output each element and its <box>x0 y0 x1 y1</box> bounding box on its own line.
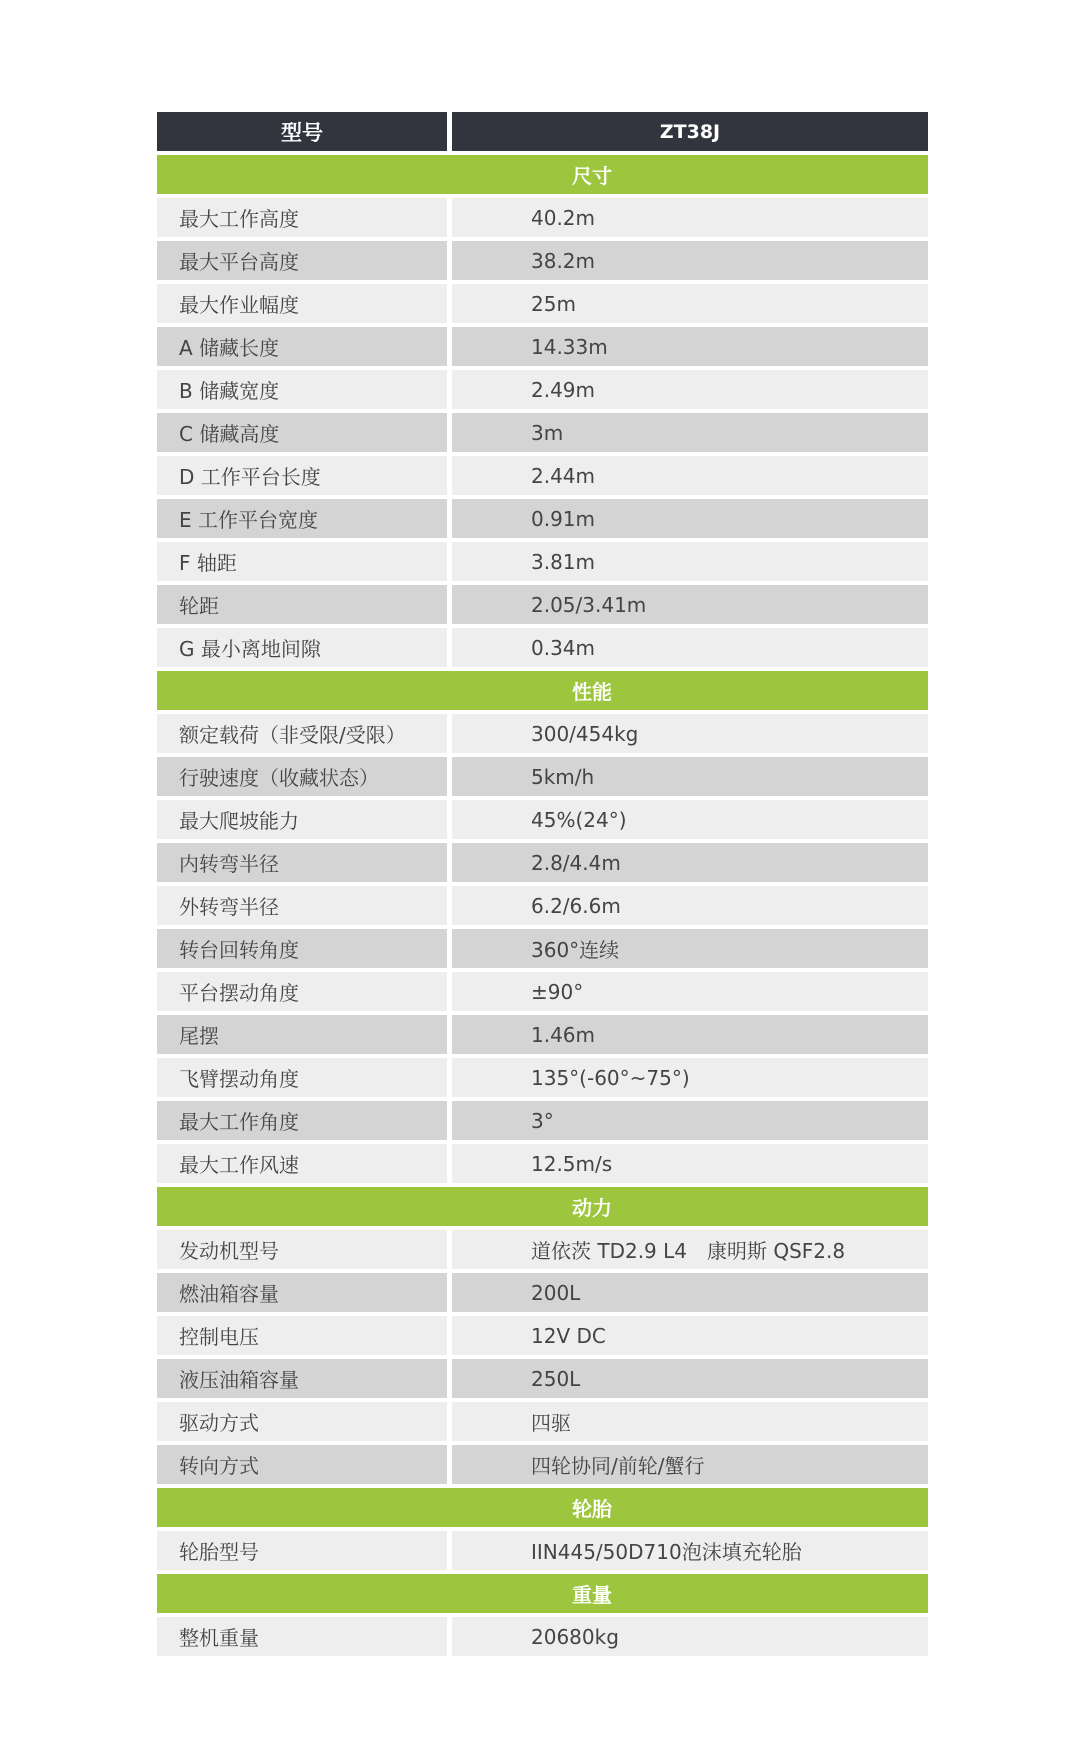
spec-label: 轮距 <box>157 585 447 624</box>
spec-value: 135°(-60°~75°) <box>452 1058 928 1097</box>
spec-value: 12.5m/s <box>452 1144 928 1183</box>
section-header-row <box>157 155 928 194</box>
spec-label: 驱动方式 <box>157 1402 447 1441</box>
spec-value: ±90° <box>452 972 928 1011</box>
table-row <box>157 456 928 495</box>
section-header-row <box>157 1574 928 1613</box>
table-row <box>157 585 928 624</box>
table-row <box>157 1058 928 1097</box>
table-row <box>157 628 928 667</box>
spec-table <box>157 112 928 1660</box>
spec-value: 12V DC <box>452 1316 928 1355</box>
spec-label: 轮胎型号 <box>157 1531 447 1570</box>
spec-value: 2.44m <box>452 456 928 495</box>
spec-value: 250L <box>452 1359 928 1398</box>
table-row <box>157 1230 928 1269</box>
spec-value: IIN445/50D710泡沫填充轮胎 <box>452 1531 928 1570</box>
spec-label: A 储藏长度 <box>157 327 447 366</box>
table-body <box>157 155 928 1656</box>
spec-value: 四驱 <box>452 1402 928 1441</box>
section-title: 动力 <box>157 1187 928 1226</box>
spec-value: 38.2m <box>452 241 928 280</box>
spec-value: 25m <box>452 284 928 323</box>
section-title: 重量 <box>157 1574 928 1613</box>
table-row <box>157 1617 928 1656</box>
spec-label: 最大工作角度 <box>157 1101 447 1140</box>
spec-label: 外转弯半径 <box>157 886 447 925</box>
table-header-row <box>157 112 928 151</box>
spec-value: 2.49m <box>452 370 928 409</box>
header-label: 型号 <box>157 112 447 151</box>
spec-value: 3m <box>452 413 928 452</box>
spec-value: 0.91m <box>452 499 928 538</box>
section-header-row <box>157 671 928 710</box>
spec-value: 四轮协同/前轮/蟹行 <box>452 1445 928 1484</box>
spec-label: E 工作平台宽度 <box>157 499 447 538</box>
spec-value: 6.2/6.6m <box>452 886 928 925</box>
table-row <box>157 1402 928 1441</box>
spec-value: 1.46m <box>452 1015 928 1054</box>
spec-value: 20680kg <box>452 1617 928 1656</box>
table-row <box>157 1531 928 1570</box>
spec-value: 40.2m <box>452 198 928 237</box>
table-row <box>157 1445 928 1484</box>
table-row <box>157 929 928 968</box>
spec-value: 14.33m <box>452 327 928 366</box>
spec-value: 2.8/4.4m <box>452 843 928 882</box>
spec-value: 道依茨 TD2.9 L4 康明斯 QSF2.8 <box>452 1230 928 1269</box>
table-row <box>157 327 928 366</box>
table-row <box>157 1015 928 1054</box>
table-row <box>157 198 928 237</box>
section-title: 性能 <box>157 671 928 710</box>
spec-label: 最大作业幅度 <box>157 284 447 323</box>
table-row <box>157 499 928 538</box>
spec-value: 3° <box>452 1101 928 1140</box>
spec-label: 控制电压 <box>157 1316 447 1355</box>
spec-value: 360°连续 <box>452 929 928 968</box>
spec-value: 2.05/3.41m <box>452 585 928 624</box>
spec-value: 200L <box>452 1273 928 1312</box>
table-row <box>157 1359 928 1398</box>
table-row <box>157 972 928 1011</box>
spec-value: 45%(24°) <box>452 800 928 839</box>
spec-value: 300/454kg <box>452 714 928 753</box>
spec-label: G 最小离地间隙 <box>157 628 447 667</box>
spec-label: F 轴距 <box>157 542 447 581</box>
spec-label: C 储藏高度 <box>157 413 447 452</box>
spec-value: 3.81m <box>452 542 928 581</box>
spec-label: 整机重量 <box>157 1617 447 1656</box>
spec-label: 行驶速度（收藏状态） <box>157 757 447 796</box>
spec-label: B 储藏宽度 <box>157 370 447 409</box>
table-row <box>157 284 928 323</box>
table-row <box>157 714 928 753</box>
spec-label: 最大平台高度 <box>157 241 447 280</box>
table-row <box>157 241 928 280</box>
spec-label: 最大爬坡能力 <box>157 800 447 839</box>
spec-label: 额定载荷（非受限/受限） <box>157 714 447 753</box>
table-row <box>157 370 928 409</box>
table-row <box>157 800 928 839</box>
table-row <box>157 1144 928 1183</box>
spec-label: 尾摆 <box>157 1015 447 1054</box>
table-row <box>157 757 928 796</box>
spec-label: 转向方式 <box>157 1445 447 1484</box>
spec-label: 发动机型号 <box>157 1230 447 1269</box>
table-row <box>157 1101 928 1140</box>
spec-label: 飞臂摆动角度 <box>157 1058 447 1097</box>
spec-label: 燃油箱容量 <box>157 1273 447 1312</box>
section-title: 轮胎 <box>157 1488 928 1527</box>
header-model: ZT38J <box>452 112 928 151</box>
spec-value: 0.34m <box>452 628 928 667</box>
table-row <box>157 886 928 925</box>
section-header-row <box>157 1488 928 1527</box>
section-header-row <box>157 1187 928 1226</box>
table-row <box>157 843 928 882</box>
spec-label: 平台摆动角度 <box>157 972 447 1011</box>
spec-label: 内转弯半径 <box>157 843 447 882</box>
table-row <box>157 542 928 581</box>
spec-label: 最大工作高度 <box>157 198 447 237</box>
spec-label: 最大工作风速 <box>157 1144 447 1183</box>
spec-value: 5km/h <box>452 757 928 796</box>
section-title: 尺寸 <box>157 155 928 194</box>
spec-label: D 工作平台长度 <box>157 456 447 495</box>
spec-label: 液压油箱容量 <box>157 1359 447 1398</box>
spec-label: 转台回转角度 <box>157 929 447 968</box>
table-row <box>157 1316 928 1355</box>
table-row <box>157 413 928 452</box>
table-row <box>157 1273 928 1312</box>
